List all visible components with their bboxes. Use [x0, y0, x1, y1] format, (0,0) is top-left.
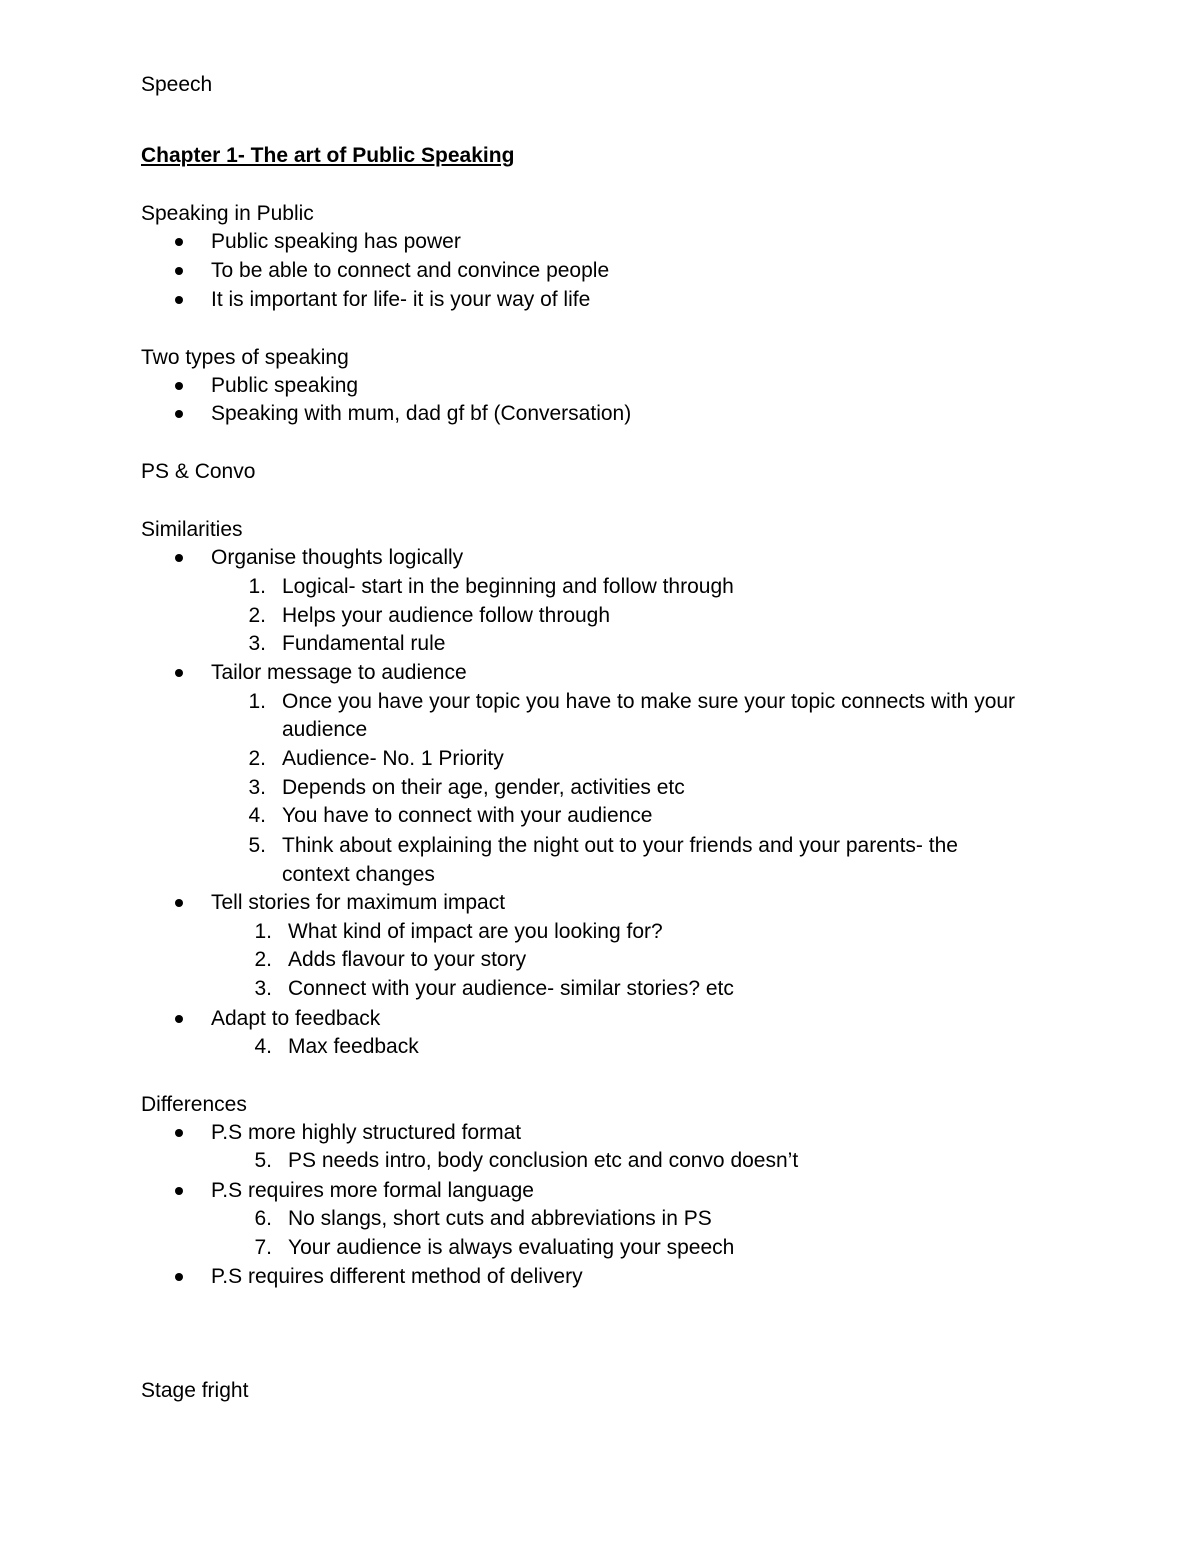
- sub-list-item: Fundamental rule: [282, 632, 446, 655]
- sub-list-item: No slangs, short cuts and abbreviations in PS: [288, 1207, 712, 1230]
- sub-list-item: Your audience is always evaluating your speech: [288, 1236, 735, 1259]
- bullet-dot: [175, 1273, 183, 1281]
- list-item: It is important for life- it is your way of life: [211, 288, 591, 311]
- sub-list-item: Audience- No. 1 Priority: [282, 747, 504, 770]
- list-number: 6.: [254, 1207, 272, 1230]
- list-number: 3.: [248, 776, 266, 799]
- bullet-dot: [175, 554, 183, 562]
- list-number: 1.: [248, 575, 266, 598]
- sub-list-item: Helps your audience follow through: [282, 604, 611, 627]
- sub-list-item: What kind of impact are you looking for?: [288, 920, 663, 943]
- list-number: 7.: [254, 1236, 272, 1259]
- sub-list-item: Connect with your audience- similar stories? etc: [288, 977, 734, 1000]
- bullet-dot: [175, 669, 183, 677]
- bullet-dot: [175, 296, 183, 304]
- section-heading-speaking-in-public: Speaking in Public: [141, 202, 314, 225]
- chapter-heading: Chapter 1- The art of Public Speaking: [141, 144, 515, 167]
- list-number: 2.: [248, 747, 266, 770]
- sub-list-item: Adds flavour to your story: [288, 948, 527, 971]
- sub-list-item: Once you have your topic you have to make sure your topic connects with your: [282, 690, 1016, 713]
- section-heading-ps-convo: PS & Convo: [141, 460, 256, 483]
- list-item: P.S more highly structured format: [211, 1121, 522, 1144]
- sub-list-item: Think about explaining the night out to your friends and your parents- the: [282, 834, 958, 857]
- section-heading-differences: Differences: [141, 1093, 247, 1116]
- section-heading-stage-fright: Stage fright: [141, 1379, 249, 1402]
- list-number: 2.: [248, 604, 266, 627]
- list-number: 2.: [254, 948, 272, 971]
- list-number: 4.: [254, 1035, 272, 1058]
- sub-list-item: Max feedback: [288, 1035, 419, 1058]
- bullet-dot: [175, 238, 183, 246]
- list-item: P.S requires more formal language: [211, 1179, 534, 1202]
- section-heading-two-types: Two types of speaking: [141, 346, 349, 369]
- sub-list-item: PS needs intro, body conclusion etc and convo doesn’t: [288, 1149, 799, 1172]
- document-title: Speech: [141, 73, 213, 96]
- list-number: 3.: [248, 632, 266, 655]
- list-item: To be able to connect and convince people: [211, 259, 610, 282]
- list-item: Public speaking: [211, 374, 359, 397]
- list-item: Speaking with mum, dad gf bf (Conversation): [211, 402, 632, 425]
- list-item: Organise thoughts logically: [211, 546, 464, 569]
- sub-list-item-continued: audience: [282, 718, 368, 741]
- bullet-dot: [175, 267, 183, 275]
- bullet-dot: [175, 899, 183, 907]
- list-number: 4.: [248, 804, 266, 827]
- bullet-dot: [175, 1015, 183, 1023]
- list-number: 1.: [254, 920, 272, 943]
- list-number: 5.: [254, 1149, 272, 1172]
- bullet-dot: [175, 382, 183, 390]
- bullet-dot: [175, 410, 183, 418]
- list-item: Public speaking has power: [211, 230, 461, 253]
- sub-list-item: You have to connect with your audience: [282, 804, 653, 827]
- list-number: 5.: [248, 834, 266, 857]
- list-number: 1.: [248, 690, 266, 713]
- bullet-dot: [175, 1187, 183, 1195]
- bullet-dot: [175, 1129, 183, 1137]
- sub-list-item: Depends on their age, gender, activities etc: [282, 776, 685, 799]
- sub-list-item: Logical- start in the beginning and follow through: [282, 575, 734, 598]
- list-item: Adapt to feedback: [211, 1007, 381, 1030]
- section-heading-similarities: Similarities: [141, 518, 243, 541]
- list-item: Tailor message to audience: [211, 661, 467, 684]
- sub-list-item-continued: context changes: [282, 863, 435, 886]
- list-item: P.S requires different method of delivery: [211, 1265, 583, 1288]
- list-number: 3.: [254, 977, 272, 1000]
- list-item: Tell stories for maximum impact: [211, 891, 506, 914]
